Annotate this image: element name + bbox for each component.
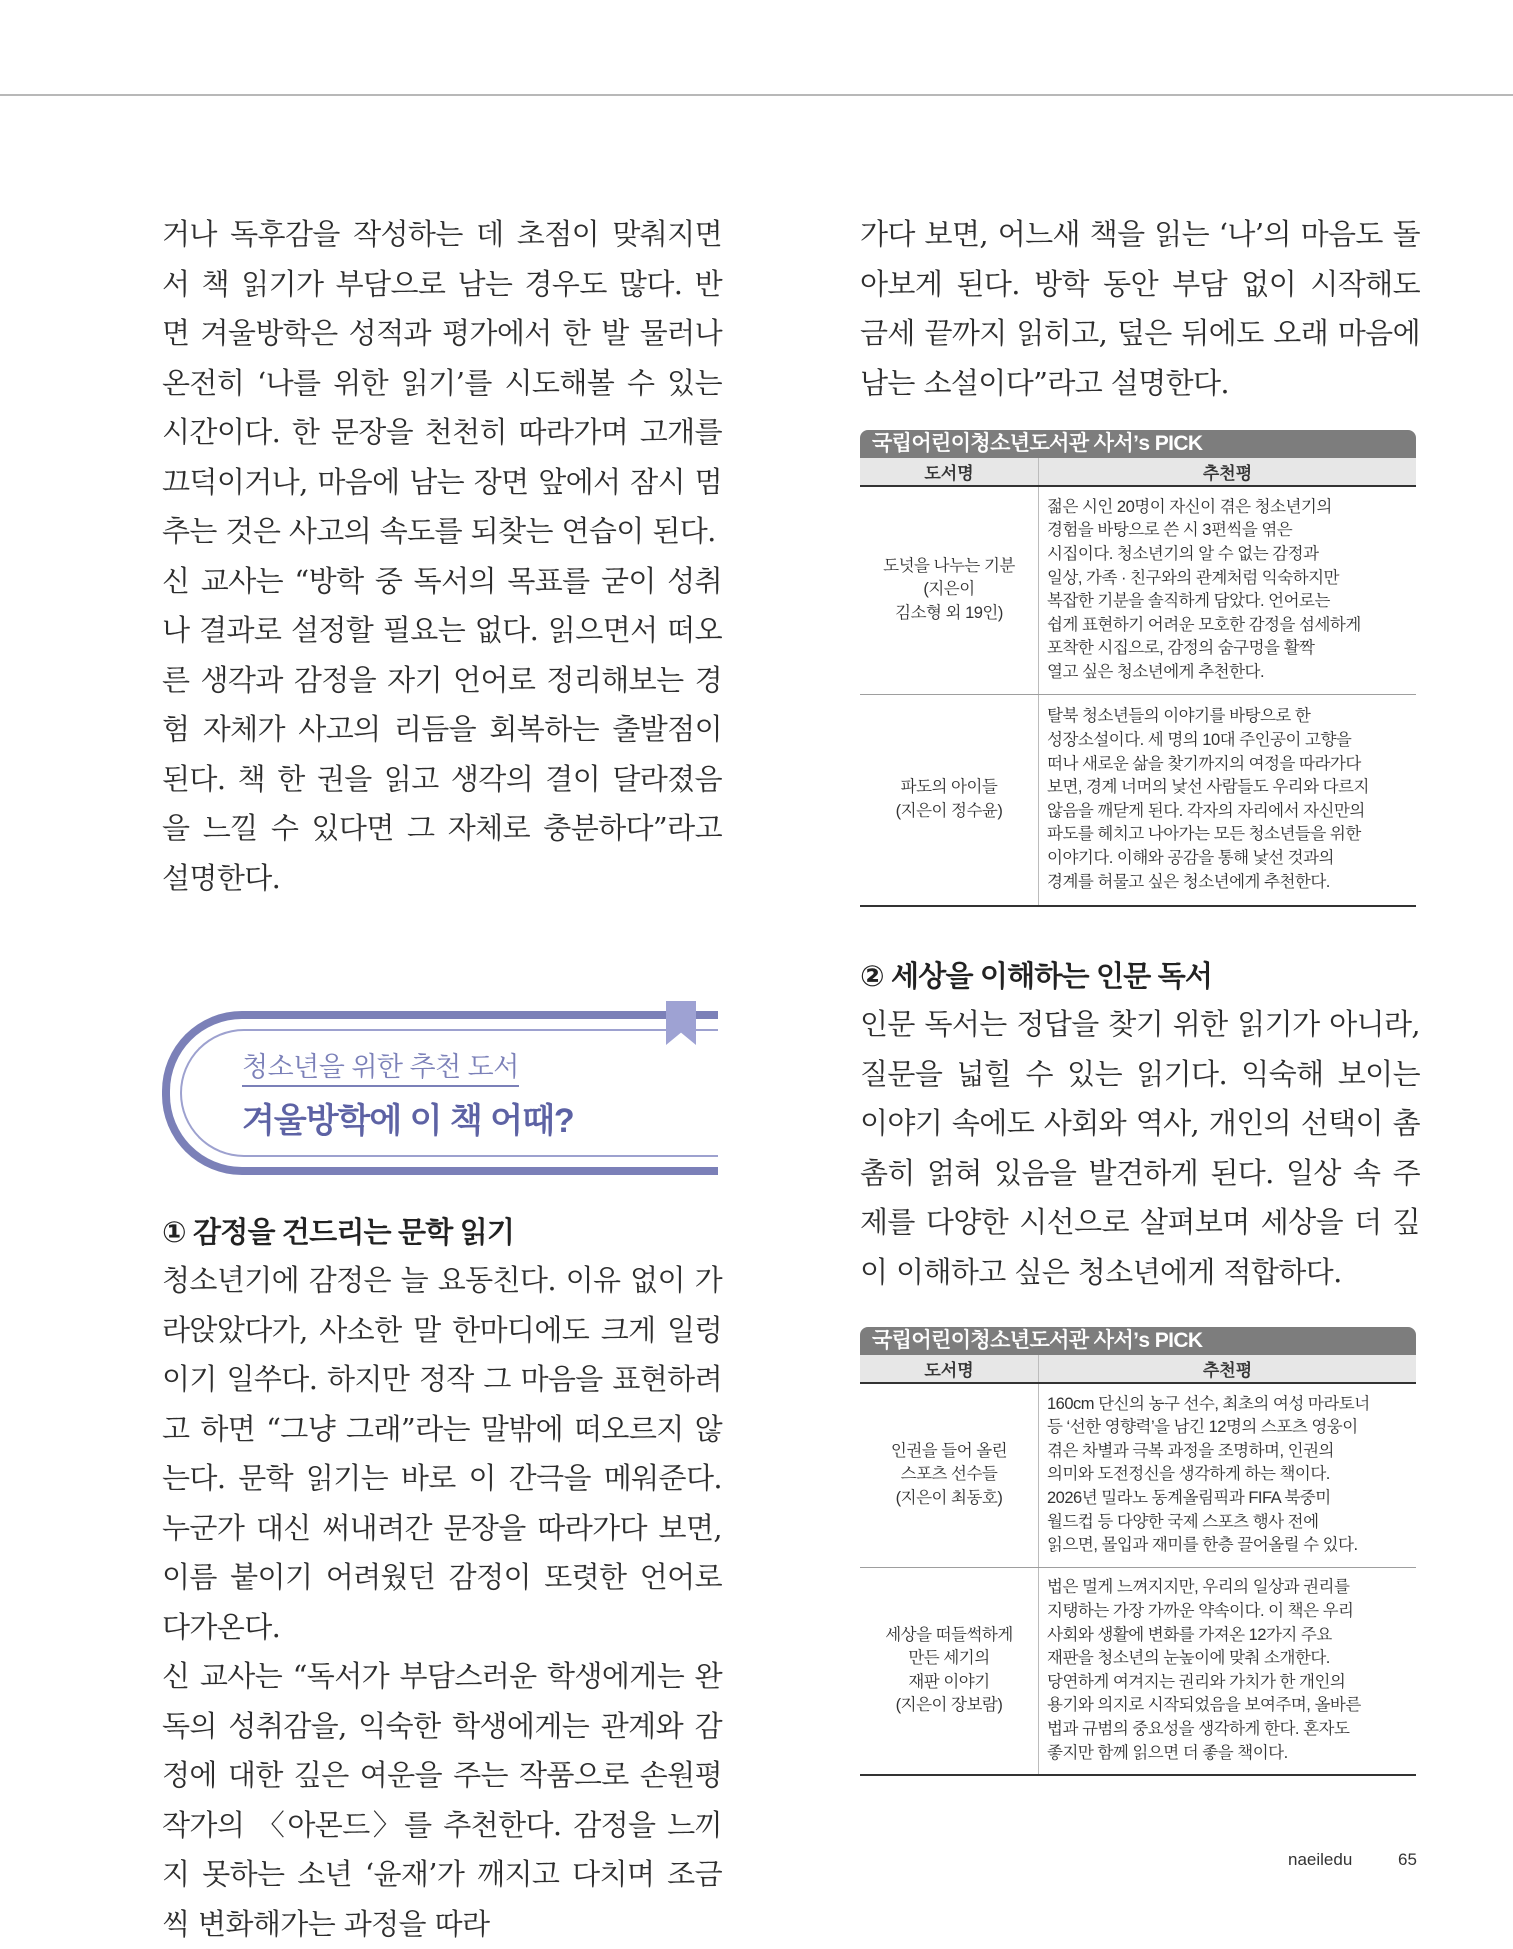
pick-table [860, 458, 1416, 907]
review-cell [1039, 1383, 1417, 1567]
review-cell [1039, 486, 1417, 694]
table-header-row [860, 458, 1416, 486]
book-title: 도넛을 나누는 기분 (지은이 김소형 외 19인) [883, 556, 1015, 623]
body-paragraph: 청소년기에 감정은 늘 요동친다. 이유 없이 가라앉았다가, 사소한 말 한마디에도 크게 일렁이기 일쑤다. 하지만 정작 그 마음을 표현하려고 하면 “그냥 그래”라는 말밖에 떠오르지 않는다. 문학 읽기는 바로 이 간극을 메워준다. 누군가 대신 써내려간 문장을 따라가다 보면, 이름 붙이기 어려웠던 감정이 또렷한 언어로 다가온다. [162, 1263, 722, 1644]
book-cell [860, 486, 1039, 694]
recommend-banner [162, 1001, 722, 1177]
librarian-pick-table-1 [860, 430, 1416, 907]
librarian-pick-table-2 [860, 1327, 1416, 1776]
book-cell [860, 1383, 1039, 1567]
review-text: 탈북 청소년들의 이야기를 바탕으로 한 성장소설이다. 세 명의 10대 주인공이 고향을 떠나 새로운 삶을 찾기까지의 여정을 따라가다 보면, 경계 너머의 낯선 사람들도 우리와 다르지 않음을 깨닫게 된다. 각자의 자리에서 자신만의 파도를 헤치고 나아가는 모든 청소년들을 위한 이야기다. 이해와 공감을 통해 낯선 것과의 경계를 허물고 싶은 청소년에게 추천한다. [1047, 707, 1369, 891]
section-heading-humanities: ② 세상을 이해하는 인문 독서 [860, 961, 1213, 993]
review-cell [1039, 1567, 1417, 1775]
right-column [860, 210, 1420, 1776]
body-paragraph: 신 교사는 “독서가 부담스러운 학생에게는 완독의 성취감을, 익숙한 학생에게는 관계와 감정에 대한 깊은 여운을 주는 작품으로 손원평 작가의 〈아몬드〉를 추천한다. 감정을 느끼지 못하는 소년 ‘윤재’가 깨지고 다치며 조금씩 변화해가는 과정을 따라 [162, 1659, 722, 1941]
review-cell [1039, 694, 1417, 906]
book-cell [860, 1567, 1039, 1775]
col-header-review: 추천평 [1039, 1355, 1417, 1383]
col-header-book: 도서명 [860, 1355, 1039, 1383]
table-row [860, 1567, 1416, 1775]
table-title: 국립어린이청소년도서관 사서’s PICK [860, 430, 1416, 458]
book-title: 파도의 아이들 (지은이 정수윤) [895, 778, 1003, 820]
table-row [860, 486, 1416, 694]
book-title: 인권을 들어 올린 스포츠 선수들 (지은이 최동호) [890, 1441, 1008, 1508]
review-text: 법은 멀게 느껴지지만, 우리의 일상과 권리를 지탱하는 가장 가까운 약속이다. 이 책은 우리 사회와 생활에 변화를 가져온 12가지 주요 재판을 청소년의 눈높이에 맞춰 소개한다. 당연하게 여겨지는 권리와 가치가 한 개인의 용기와 의지로 시작되었음을 보여주며, 올바른 법과 규범의 중요성을 생각하게 한다. 혼자도 좋지만 함께 읽으면 더 좋을 책이다. [1047, 1578, 1361, 1762]
table-row [860, 1383, 1416, 1567]
table-row [860, 694, 1416, 906]
section-heading-literature: ① 감정을 건드리는 문학 읽기 [162, 1217, 515, 1249]
banner-title: 겨울방학에 이 책 어때? [242, 1102, 574, 1140]
body-paragraph: 거나 독후감을 작성하는 데 초점이 맞춰지면서 책 읽기가 부담으로 남는 경우도 많다. 반면 겨울방학은 성적과 평가에서 한 발 물러나 온전히 ‘나를 위한 읽기’를 시도해볼 수 있는 시간이다. 한 문장을 천천히 따라가며 고개를 끄덕이거나, 마음에 남는 장면 앞에서 잠시 멈추는 것은 사고의 속도를 되찾는 연습이 된다. [162, 217, 722, 548]
col-header-book: 도서명 [860, 458, 1039, 486]
left-column [162, 210, 722, 1949]
body-paragraph: 인문 독서는 정답을 찾기 위한 읽기가 아니라, 질문을 넓힐 수 있는 읽기다. 익숙해 보이는 이야기 속에도 사회와 역사, 개인의 선택이 촘촘히 얽혀 있음을 발견하게 된다. 일상 속 주제를 다양한 시선으로 살펴보며 세상을 더 깊이 이해하고 싶은 청소년에게 적합하다. [860, 1007, 1420, 1289]
book-title: 세상을 떠들썩하게 만든 세기의 재판 이야기 (지은이 장보람) [885, 1625, 1013, 1715]
footer-brand: naeiledu [1288, 1850, 1353, 1869]
col-header-review: 추천평 [1039, 458, 1417, 486]
table-title: 국립어린이청소년도서관 사서’s PICK [860, 1327, 1416, 1355]
banner-subtitle: 청소년을 위한 추천 도서 [242, 1045, 519, 1087]
review-text: 160cm 단신의 농구 선수, 최초의 여성 마라토너 등 ‘선한 영향력’을 남긴 12명의 스포츠 영웅이 겪은 차별과 극복 과정을 조명하며, 인권의 의미와 도전정신을 생각하게 하는 책이다. 2026년 밀라노 동계올림픽과 FIFA 북중미 월드컵 등 다양한 국제 스포츠 행사 전에 읽으면, 몰입과 재미를 한층 끌어올릴 수 있다. [1047, 1394, 1370, 1555]
review-text: 젊은 시인 20명이 자신이 겪은 청소년기의 경험을 바탕으로 쓴 시 3편씩을 엮은 시집이다. 청소년기의 알 수 없는 감정과 일상, 가족 · 친구와의 관계처럼 익숙하지만 복잡한 기분을 솔직하게 담았다. 언어로는 쉽게 표현하기 어려운 모호한 감정을 섬세하게 포착한 시집으로, 감정의 숨구멍을 활짝 열고 싶은 청소년에게 추천한다. [1047, 497, 1361, 682]
pick-table [860, 1355, 1416, 1776]
body-paragraph: 신 교사는 “방학 중 독서의 목표를 굳이 성취나 결과로 설정할 필요는 없다. 읽으면서 떠오른 생각과 감정을 자기 언어로 정리해보는 경험 자체가 사고의 리듬을 회복하는 출발점이 된다. 책 한 권을 읽고 생각의 결이 달라졌음을 느낄 수 있다면 그 자체로 충분하다”라고 설명한다. [162, 563, 722, 895]
top-rule [0, 94, 1513, 96]
body-paragraph: 가다 보면, 어느새 책을 읽는 ‘나’의 마음도 돌아보게 된다. 방학 동안 부담 없이 시작해도 금세 끝까지 읽히고, 덮은 뒤에도 오래 마음에 남는 소설이다”라고 설명한다. [860, 217, 1420, 400]
book-cell [860, 694, 1039, 906]
table-header-row [860, 1355, 1416, 1383]
page-number: 65 [1398, 1850, 1417, 1869]
